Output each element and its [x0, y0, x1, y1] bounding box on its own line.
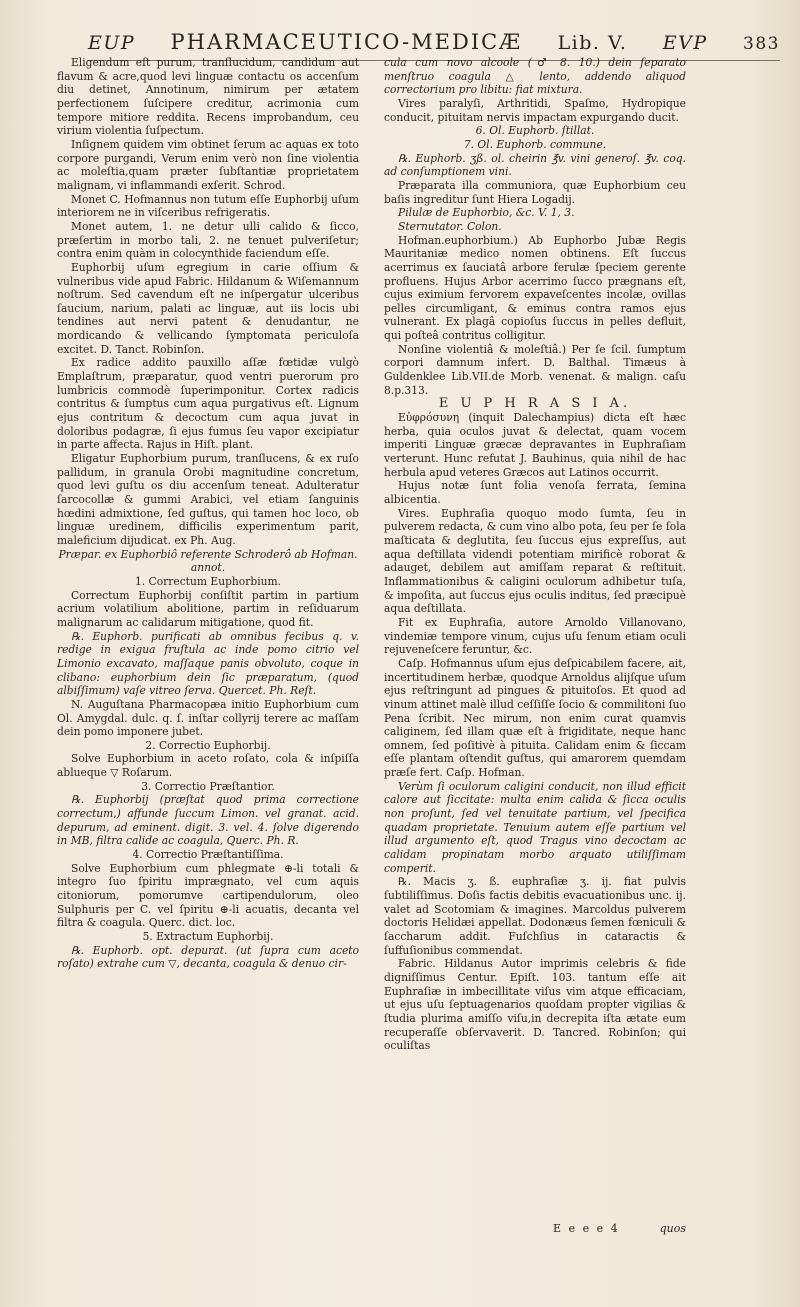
paragraph: Nonſine violentiâ & moleſtiâ.) Per ſe ſcil. ſumptum corpori damnum infert. D. Balthal. Timæus à Guldenklee Lib.VII.de Morb. venenat. & malign. caſu 8.p.313.	[384, 342, 686, 397]
footer-catchword: quos	[659, 1222, 686, 1235]
paragraph: Fit ex Euphraſia, autore Arnoldo Villanovano, vindemiæ tempore vinum, cujus uſu ſenum etiam oculi rejuveneſcere feruntur, &c.	[384, 615, 686, 657]
subsection-heading: 1. Correctum Euphorbium.	[134, 574, 282, 588]
header-catchword-right: EVP	[662, 32, 708, 54]
paragraph: Hujus notæ ſunt folia venoſa ferrata, ſemina albicentia.	[384, 479, 686, 506]
paragraph: Vires paralyſi, Arthritidi, Spaſmo, Hydropique conducit, pituitam nervis impactam expurgando ducit.	[384, 96, 686, 124]
paragraph: Fabric. Hildanus Autor imprimis celebris & fide digniſſimus Centur. Epiſt. 103. tantum eſſe ait Euphraſiæ in imbecillitate viſus vim atque efficaciam, ut ejus uſu ſeptuagenarios quoſdam propter vigilias & ſtudia plurima amiſſo viſu,in decrepita iſta ætate eum recuperaſſe obſervaverit. D. Tancred. Robinſon; qui oculiſtas	[384, 957, 686, 1053]
page-footer	[384, 1222, 686, 1235]
header-catchword-left: EUP	[88, 32, 136, 54]
section-heading: E U P H R A S I A.	[438, 396, 632, 412]
paragraph: Εὐφρόσυνη (inquit Dalechampius) dicta eſt hæc herba, quia oculos juvat & delectat, quam vocem imperiti Linguæ græcæ depravantes in Euphraſiam verterunt. Hunc refutat J. Bauhinus, quia nihil de hac herbula apud veteres Græcos aut Latinos occurrit.	[384, 411, 686, 479]
subsection-heading: 3. Correctio Præſtantior.	[141, 779, 275, 793]
paragraph: Monet autem, 1. ne detur ulli calido & ſicco, præſertim in morbo tali, 2. ne tenuet pulveriſetur; contra enim quàm in colocynthide faciendum eſſe.	[57, 219, 359, 261]
recipe-paragraph: ℞. Euphorbij (præſtat quod prima correctione correctum,) affunde ſuccum Limon. vel granat. acid. depurum, ad eminent. digit. 3. vel. 4. ſolve digerendo in MB, filtra calide ac coagula, Querc. Ph. R.	[57, 793, 359, 848]
list-item: Sternutator. Colon.	[398, 219, 502, 233]
paragraph: Euphorbij uſum egregium in carie oſſium & vulneribus vide apud Fabric. Hildanum & Wiſemannum noſtrum. Sed cavendum eſt ne inſpergatur ulceribus ſaucium, narium, palati ac linguæ, aut iis locis ubi tendines aut nervi patent & denudantur, ne mordicando & vellicando ſymptomata periculoſa excitet. D. Tanct. Robinſon.	[57, 260, 359, 356]
page-number: 383	[743, 34, 780, 54]
recipe-paragraph: ℞. Euphorb. purificati ab omnibus fecibus q. v. redige in exigua fruſtula ac inde pomo citrio vel Limonio excavato, maſſaque panis obvoluto, coque in clibano: euphorbium dein ſic præparatum, (quod albiſſimum) vaſe vitreo ſerva. Quercet. Ph. Reſt.	[57, 629, 359, 698]
paragraph: Ex radice addito pauxillo aſſæ fœtidæ vulgò Emplaſtrum, præparatur, quod ventri puerorum pro lumbricis commodè ſuperimponitur. Cortex radicis contritus & ſumptus cum aqua purgativus eſt. Lignum ejus contritum & decoctum cum aqua juvat in doloribus podagræ, ſi ejus fumus ſeu vapor excipiatur in parte affecta. Rajus in Hiſt. plant.	[57, 356, 359, 452]
recipe-paragraph: ℞. Euphorb. ʒß. ol. cheirin ℥v. vini generoſ. ℥v. coq. ad conſumptionem vini.	[384, 151, 686, 179]
paragraph: Solve Euphorbium in aceto roſato, cola & inſpiſſa ablueque ▽ Roſarum.	[57, 752, 359, 780]
paragraph: Correctum Euphorbij conſiſtit partim in partium acrium volatilium abolitione, partim in reſiduarum malignarum ac calidarum mitigatione, quod fit.	[57, 588, 359, 629]
paragraph: Verùm ſi oculorum caligini conducit, non illud efficit calore aut ſiccitate: multa enim calida & ſicca oculis non proſunt, ſed vel tenuitate partium, vel ſpecifica quadam proprietate. Tenuium autem eſſe partium vel illud argumento eſt, quod Tragus vino decoctam ac calidam propinatam morbo arquato utiliſſimam comperit.	[384, 779, 686, 875]
subsection-heading: 5. Extractum Euphorbij.	[142, 930, 274, 943]
right-column	[384, 56, 686, 1053]
subsection-heading: 2. Correctio Euphorbij.	[145, 738, 271, 752]
paragraph: Caſp. Hofmannus uſum ejus deſpicabilem facere, ait, incertitudinem herbæ, quodque Arnoldus alijſque uſum ejus reſtringunt ad pingues & pituitoſos. Et quod ad vinum attinet malè illud ceſſiſſe ſocio & commilitoni ſuo Pena ſcribit. Nec mirum, non enim curat quamvis caliginem, ſed illam quæ eſt à frigiditate, neque hanc omnem, ſed poſitivè à pituita. Calidam enim & ſiccam eſſe plantam oſtendit guſtus, qui amarorem quemdam præſe fert. Caſp. Hofman.	[384, 656, 686, 780]
paragraph: cula cum novo alcoole (♂ 8. 10.) dein ſeparato menſtruo coagula △ lento, addendo aliquod correctorium pro libitu: fiat mixtura.	[384, 56, 686, 97]
paragraph: ℞. Macis ʒ. ß. euphraſiæ ʒ. ij. fiat pulvis ſubtiliſſimus. Doſis factis debitis evacuationibus unc. ij. valet ad Scotomiam & imagines. Marcoldus pulverem doctoris Helidæi appellat. Dodonæus ſemen fœniculi & ſaccharum addit. Fuſchſius in cataractis & ſuffuſionibus commendat.	[384, 875, 686, 957]
paragraph: Præparata illa communiora, quæ Euphorbium ceu baſis ingreditur ſunt Hiera Logadij.	[384, 178, 686, 206]
recipe-paragraph: ℞. Euphorb. opt. depurat. (ut ſupra cum aceto roſato) extrahe cum ▽, decanta, coagula & denuo cir-	[57, 943, 359, 971]
paragraph: N. Auguſtana Pharmacopæa initio Euphorbium cum Ol. Amygdal. dulc. q. ſ. inſtar collyrij terere ac maſſam dein pomo imponere jubet.	[57, 697, 359, 739]
paragraph: Vires. Euphraſia quoquo modo ſumta, ſeu in pulverem redacta, & cum vino albo pota, ſeu per ſe ſola maſticata & deglutita, ſeu ſuccus ejus expreſſus, aut aqua deſtillata videndi potentiam mirificè roborat & adauget, debilem aut amiſſam reparat & reſtituit. Inflammationibus & caligini oculorum adhibetur tuſa, & impoſita, aut ſuccus ejus oculis inditus, ſed præcipuè aqua deſtillata.	[384, 506, 686, 616]
header-title: PHARMACEUTICO-MEDICÆ	[170, 30, 523, 54]
paragraph: Eligendum eſt purum, tranſlucidum, candidum aut flavum & acre,quod levi linguæ contactu os accenſum diu detinet, Annotinum, nimirum per ætatem perfectionem ſuſcipere creditur, acrimonia cum tempore mitiore reddita. Recens improbandum, ceu virium violentia ſuſpectum.	[57, 56, 359, 138]
list-item: 7. Ol. Euphorb. commune.	[463, 137, 607, 151]
list-item: 6. Ol. Euphorb. ſtillat.	[475, 124, 595, 138]
paragraph: Monet C. Hofmannus non tutum eſſe Euphorbij uſum interiorem ne in viſceribus refrigeratis.	[57, 192, 359, 220]
list-item: Pilulæ de Euphorbio, &c. V. 1, 3.	[398, 206, 575, 220]
subsection-heading: 4. Correctio Præſtantiſſima.	[132, 848, 284, 862]
paragraph: Inſignem quidem vim obtinet ſerum ac aquas ex toto corpore purgandi, Verum enim verò non ſine violentia ac moleſtia,quam præter ſubſtantiæ proprietatem malignam, vi inflammandi exſerit. Schrod.	[57, 137, 359, 192]
paragraph: Hofman.euphorbium.) Ab Euphorbo Jubæ Regis Mauritaniæ medico nomen obtinens. Eſt ſuccus acerrimus ex ſauciatâ arbore ferulæ ſpeciem gerente profluens. Hujus Arbor acerrimo ſucco prægnans eſt, cujus eximium fervorem expaveſcentes incolæ, ovillas pelles circumligant, & eminus contra ramos ejus vulnerant. Ex plagâ copioſus ſuccus in pelles defluit, qui poſteâ contritus colligitur.	[384, 233, 686, 343]
signature-mark: E e e e 4	[553, 1222, 620, 1235]
paragraph: Eligatur Euphorbium purum, tranſlucens, & ex ruſo pallidum, in granula Orobi magnitudine concretum, quod levi guſtu os diu accenſum teneat. Adulteratur ſarcocollæ & gummi Arabici, vel etiam ſanguinis hœdini admixtione, ſed guſtus, qui tamen hoc loco, ob linguæ uredinem, difficilis experimentum parit, maleficium dijudicat. ex Ph. Aug.	[57, 452, 359, 547]
paragraph: Solve Euphorbium cum phlegmate ⊕-li totali & integro ſuo ſpiritu imprægnato, vel cum aquis citoniorum, pomorumve cartipendulorum, oleo Sulphuris per C. vel ſpiritu ⊕-li acuatis, decanta vel filtra & coagula. Querc. dict. loc.	[57, 861, 359, 930]
left-column	[57, 56, 359, 971]
section-heading: Præpar. ex Euphorbiô referente Schroderô ab Hofman. annot.	[58, 547, 358, 575]
header-book: Lib. V.	[557, 32, 628, 54]
